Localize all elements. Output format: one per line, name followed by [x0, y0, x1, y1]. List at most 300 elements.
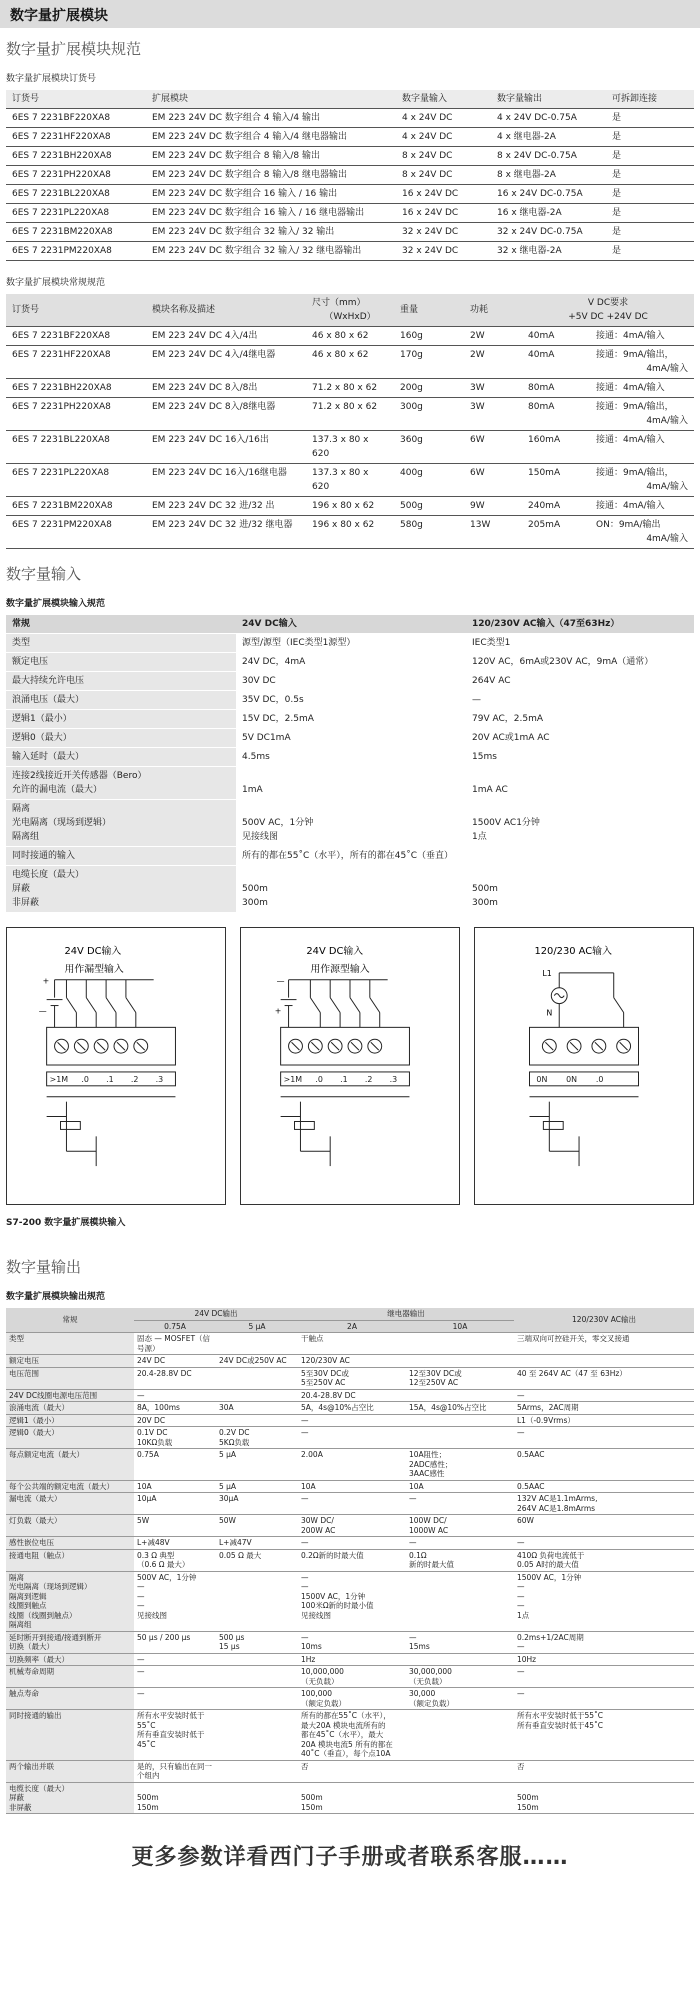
column-header: 24V DC输出 — [134, 1308, 298, 1320]
column-header — [522, 294, 694, 327]
cell-line: 接通：9mA/输出， — [596, 468, 674, 478]
table-cell — [134, 1414, 216, 1427]
minus-label: — — [38, 1006, 47, 1016]
table-cell — [406, 1537, 514, 1550]
cell-line — [517, 1784, 691, 1794]
table-cell — [406, 1515, 514, 1537]
table-cell — [6, 691, 236, 710]
cell-line: ON：9mA/输出 — [596, 520, 661, 530]
table-cell: 3W — [464, 398, 522, 431]
table-cell — [6, 847, 236, 866]
table-cell: 是 — [606, 185, 694, 204]
column-header: 可拆卸连接 — [606, 90, 694, 109]
diagram-caption: S7-200 数字量扩展模块输入 — [6, 1218, 126, 1228]
column-header: 功耗 — [464, 294, 522, 327]
minus-label: — — [276, 976, 285, 986]
cell-line: 最大持续允许电压 — [12, 676, 85, 686]
table-cell: 8 x 24V DC-0.75A — [491, 147, 606, 166]
column-header: 继电器输出 — [298, 1308, 514, 1320]
cell-line: 连接2线接近开关传感器（Bero） — [12, 771, 147, 781]
table-cell: 是 — [606, 128, 694, 147]
cell-line: 隔离 — [9, 1572, 24, 1582]
cell-line — [219, 1391, 295, 1401]
table-cell — [236, 847, 466, 866]
cell-line: 20V DC — [137, 1415, 166, 1425]
table-cell — [590, 379, 694, 398]
table-cell — [6, 710, 236, 729]
cell-line: 20.4-28.8V DC — [137, 1368, 192, 1378]
table-cell: 6ES 7 2231PM220XA8 — [6, 516, 146, 549]
table-cell — [466, 729, 694, 748]
table-row — [6, 185, 694, 204]
table-row — [6, 1666, 694, 1688]
table-cell — [6, 767, 236, 800]
column-header: 120/230V AC输出 — [514, 1308, 694, 1333]
table-row — [6, 1515, 694, 1537]
terminal-label: .0 — [81, 1074, 89, 1084]
table-row — [6, 729, 694, 748]
cell-line: 2.00A — [301, 1450, 323, 1459]
table-cell — [466, 672, 694, 691]
table-row — [6, 847, 694, 866]
table-row — [6, 1549, 694, 1571]
table-cell — [298, 1782, 406, 1814]
cell-line: 500m — [517, 1793, 539, 1802]
table-cell — [6, 1427, 134, 1449]
table-cell — [406, 1355, 514, 1368]
cell-line: — — [517, 1601, 525, 1610]
cell-line: 100米Ω新的时最小值 — [301, 1601, 374, 1610]
table-cell — [406, 1631, 514, 1653]
diagram-subtitle: 用作源型输入 — [310, 963, 370, 975]
table-cell — [236, 729, 466, 748]
cell-line: 264V AC — [472, 676, 511, 686]
table-row — [6, 1493, 694, 1515]
table-cell — [406, 1389, 514, 1402]
cell-line: 50 μs / 200 μs — [137, 1632, 191, 1642]
table-cell — [514, 1571, 694, 1631]
cell-line: 500m — [137, 1793, 159, 1802]
table-cell — [6, 866, 236, 913]
table-cell — [298, 1688, 406, 1710]
cell-line: 300m — [472, 898, 498, 908]
header-row — [6, 615, 694, 634]
cell-line: 是的，只有输出在同一个组内 — [137, 1761, 212, 1780]
cell-line: 15ms — [409, 1642, 430, 1651]
table-cell — [134, 1571, 216, 1631]
table-cell: 16 x 继电器-2A — [491, 204, 606, 223]
cell-line: L+减47V — [219, 1538, 252, 1547]
table-cell: 6ES 7 2231BH220XA8 — [6, 379, 146, 398]
cell-line: 79V AC，2.5mA — [472, 714, 543, 724]
cell-line: （额定负载） — [409, 1698, 454, 1708]
cell-line: 264V AC是1.8mArms — [517, 1503, 596, 1513]
table-cell — [466, 634, 694, 653]
table-cell — [514, 1688, 694, 1710]
table-cell: 32 x 24V DC — [396, 242, 491, 261]
cell-line — [242, 802, 460, 816]
cell-line: 10Hz — [517, 1654, 537, 1664]
column-header: 2A — [298, 1320, 406, 1333]
cell-line — [219, 1416, 295, 1426]
table-cell — [6, 1389, 134, 1402]
table-cell — [298, 1760, 406, 1782]
table-cell — [298, 1571, 406, 1631]
table-cell — [406, 1653, 514, 1666]
column-header: 数字量输出 — [491, 90, 606, 109]
table-cell — [216, 1355, 298, 1368]
table-row — [6, 634, 694, 653]
table-cell — [6, 1549, 134, 1571]
order-table — [6, 90, 694, 261]
table-cell — [298, 1666, 406, 1688]
table-cell — [134, 1760, 216, 1782]
cell-line: 所有水平安装时低于55˚C — [137, 1711, 205, 1730]
table-cell: EM 223 24V DC 4入/4出 — [146, 327, 306, 346]
general-table-caption: 数字量扩展模块常规规范 — [6, 278, 106, 288]
table-cell — [514, 1355, 694, 1368]
table-cell — [216, 1782, 298, 1814]
input-table-caption: 数字量扩展模块输入规范 — [6, 599, 106, 609]
table-cell — [216, 1631, 298, 1653]
table-cell — [406, 1666, 514, 1688]
table-cell — [466, 866, 694, 913]
table-cell — [590, 327, 694, 346]
cell-line: — — [301, 1582, 309, 1591]
table-cell: 40mA — [522, 346, 590, 379]
cell-line: 类型 — [12, 638, 31, 648]
cell-line — [409, 1391, 511, 1401]
table-cell: 205mA — [522, 516, 590, 549]
terminal-label: 0N — [536, 1074, 548, 1084]
column-header: 24V DC输入 — [236, 615, 466, 634]
cell-line: 5 μA — [219, 1481, 237, 1491]
wiring-diagrams — [6, 927, 694, 1205]
table-cell: 3W — [464, 379, 522, 398]
table-cell — [134, 1480, 216, 1493]
cell-line: 光电隔离（现场到逻辑） — [12, 818, 112, 828]
table-cell — [406, 1367, 514, 1389]
page-title: 数字量扩展模块 — [0, 0, 700, 28]
footer-note: 更多参数详看西门子手册或者联系客服…… — [131, 1845, 569, 1870]
table-row — [6, 1782, 694, 1814]
table-cell: EM 223 24V DC 数字组合 8 输入/8 继电器输出 — [146, 166, 396, 185]
cell-line: （额定负载） — [301, 1698, 346, 1708]
diagram-title: 120/230 AC输入 — [534, 946, 612, 958]
cell-line: 5V DC1mA — [242, 733, 291, 743]
cell-line: — — [517, 1642, 525, 1651]
table-cell — [590, 346, 694, 379]
terminal-label: 0N — [566, 1074, 578, 1084]
cell-line: 0.05 Ω 最大 — [219, 1550, 262, 1560]
table-row — [6, 1402, 694, 1415]
cell-line: 逻辑1（最小） — [9, 1415, 59, 1425]
cell-line: 接通电阻（触点） — [9, 1550, 69, 1560]
cell-line: 35V DC，0.5s — [242, 695, 304, 705]
table-cell — [590, 431, 694, 464]
table-cell — [514, 1537, 694, 1550]
column-header: 模块名称及描述 — [146, 294, 306, 327]
table-cell — [134, 1537, 216, 1550]
cell-line — [219, 1573, 295, 1583]
cell-line: 新的时最大值 — [409, 1560, 454, 1569]
cell-line: 12至250V AC — [409, 1378, 459, 1387]
cell-line: 感性嵌位电压 — [9, 1538, 54, 1547]
table-cell — [216, 1537, 298, 1550]
cell-line — [219, 1334, 295, 1344]
l1-label: L1 — [542, 968, 552, 978]
cell-line — [242, 868, 460, 882]
cell-line: 200W AC — [301, 1525, 336, 1535]
header-row — [6, 1308, 694, 1320]
cell-line: — — [517, 1689, 525, 1698]
cell-line: 每个公共端的额定电流（最大） — [9, 1481, 114, 1491]
table-cell: 6ES 7 2231PL220XA8 — [6, 204, 146, 223]
table-row — [6, 1367, 694, 1389]
cell-line: 干触点 — [301, 1334, 324, 1343]
cell-line: 20A 模块电流5 所有的都在 — [301, 1739, 393, 1749]
table-cell — [298, 1333, 406, 1355]
cell-line: IEC类型1 — [472, 638, 511, 648]
table-row — [6, 497, 694, 516]
sink-input-diagram — [6, 927, 226, 1205]
cell-line: （0.6 Ω 最大） — [137, 1560, 190, 1569]
column-header: 120/230V AC输入（47至63Hz） — [466, 615, 694, 634]
cell-line — [409, 1655, 511, 1665]
table-cell — [514, 1653, 694, 1666]
cell-line: 60W — [517, 1516, 534, 1525]
table-cell — [216, 1333, 298, 1355]
table-cell: 6ES 7 2231PH220XA8 — [6, 398, 146, 431]
cell-line: 切换频率（最大） — [9, 1654, 69, 1664]
cell-line: 0.2ms+1/2AC周期 — [517, 1632, 584, 1642]
table-cell — [134, 1653, 216, 1666]
header-row — [6, 294, 694, 327]
column-header: 10A — [406, 1320, 514, 1333]
terminal-label: >1M — [283, 1074, 303, 1084]
table-cell: 16 x 24V DC — [396, 204, 491, 223]
cell-line: 电缆长度（最大） — [9, 1783, 69, 1793]
diagram-title: 24V DC输入 — [64, 946, 122, 958]
column-header: 0.75A — [134, 1320, 216, 1333]
table-row — [6, 204, 694, 223]
cell-line: 尺寸（mm） — [312, 298, 366, 308]
table-cell: 是 — [606, 109, 694, 128]
cell-line: 20V AC或1mA AC — [472, 733, 550, 743]
table-cell — [514, 1760, 694, 1782]
cell-line — [517, 1356, 691, 1366]
table-cell — [216, 1760, 298, 1782]
cell-line: 1mA AC — [472, 785, 508, 795]
order-table-caption: 数字量扩展模块订货号 — [6, 74, 97, 84]
cell-line: 12至30V DC或 — [409, 1368, 462, 1378]
table-cell — [466, 800, 694, 847]
general-table — [6, 294, 694, 549]
cell-line: 漏电流（最大） — [9, 1494, 62, 1503]
cell-line: 1点 — [517, 1610, 530, 1620]
terminal-label: .3 — [155, 1074, 164, 1084]
table-cell: EM 223 24V DC 数字组合 32 输入/ 32 继电器输出 — [146, 242, 396, 261]
table-row — [6, 1355, 694, 1368]
table-cell — [216, 1427, 298, 1449]
table-cell — [406, 1571, 514, 1631]
cell-line: — — [517, 1390, 525, 1400]
cell-line: 5Arms，2AC周期 — [517, 1403, 579, 1412]
cell-line — [472, 849, 688, 863]
table-cell: 170g — [394, 346, 464, 379]
cell-line: 500m — [301, 1793, 323, 1802]
cell-line: 30A — [219, 1403, 234, 1412]
table-cell — [514, 1666, 694, 1688]
table-cell: 6ES 7 2231PL220XA8 — [6, 464, 146, 497]
table-cell: 80mA — [522, 379, 590, 398]
table-cell — [6, 800, 236, 847]
table-cell — [216, 1367, 298, 1389]
cell-line: V DC要求 — [587, 298, 629, 308]
table-cell: 360g — [394, 431, 464, 464]
cell-line: 电缆长度（最大） — [12, 870, 85, 880]
table-cell — [298, 1515, 406, 1537]
table-cell: 240mA — [522, 497, 590, 516]
cell-line: 浪涌电压（最大） — [12, 695, 85, 705]
table-cell: 16 x 24V DC-0.75A — [491, 185, 606, 204]
table-cell — [236, 748, 466, 767]
cell-line: 所有垂直安装时低于45˚C — [137, 1730, 205, 1749]
cell-line: 300m — [242, 898, 268, 908]
table-row — [6, 1333, 694, 1355]
cell-line: 0.2V DC — [219, 1428, 250, 1437]
cell-line — [409, 1334, 511, 1344]
cell-line: 132V AC是1.1mArms, — [517, 1494, 598, 1503]
cell-line: 0.2Ω新的时最大值 — [301, 1550, 364, 1560]
table-cell: 是 — [606, 147, 694, 166]
table-cell: EM 223 24V DC 32 进/32 继电器 — [146, 516, 306, 549]
column-header: 常规 — [6, 1308, 134, 1333]
cell-line: — — [137, 1390, 145, 1400]
cell-line: 10A — [409, 1481, 424, 1491]
table-cell — [466, 767, 694, 800]
cell-line: 24V DC线圈电源电压范围 — [9, 1390, 98, 1400]
cell-line: — — [409, 1538, 417, 1547]
cell-line: — — [301, 1494, 309, 1503]
table-row — [6, 166, 694, 185]
cell-line: 所有的都在55˚C（水平）， — [301, 1711, 391, 1720]
column-header: 扩展模块 — [146, 90, 396, 109]
cell-line: 30V DC — [242, 676, 276, 686]
terminal-label: .0 — [595, 1074, 604, 1084]
cell-line: 1000W AC — [409, 1525, 449, 1535]
cell-line: 410Ω 负荷电流低于 — [517, 1550, 585, 1560]
table-row — [6, 653, 694, 672]
table-cell — [514, 1333, 694, 1355]
cell-line — [409, 1762, 511, 1772]
table-cell — [406, 1414, 514, 1427]
cell-line: 5 μA — [219, 1450, 237, 1459]
cell-line — [219, 1689, 295, 1699]
table-cell — [236, 800, 466, 847]
source-input-diagram — [240, 927, 460, 1205]
table-row — [6, 1760, 694, 1782]
table-cell — [134, 1449, 216, 1481]
table-row — [6, 866, 694, 913]
table-cell — [6, 1631, 134, 1653]
cell-line: 24V DC，4mA — [242, 657, 306, 667]
ac-input-diagram — [474, 927, 694, 1205]
table-cell: 32 x 继电器-2A — [491, 242, 606, 261]
table-cell: 300g — [394, 398, 464, 431]
cell-line: 5W — [137, 1516, 150, 1525]
table-cell — [6, 1515, 134, 1537]
table-cell — [298, 1480, 406, 1493]
table-cell — [6, 634, 236, 653]
cell-line: 1500V AC，1分钟 — [517, 1572, 582, 1582]
table-cell — [590, 516, 694, 549]
cell-line: 500V AC，1分钟 — [137, 1572, 197, 1582]
cell-line: 0.05 A时的最大值 — [517, 1560, 579, 1569]
table-cell: 6ES 7 2231BM220XA8 — [6, 223, 146, 242]
cell-line: 屏蔽 — [9, 1793, 24, 1802]
table-cell — [216, 1666, 298, 1688]
table-cell — [6, 1367, 134, 1389]
table-cell — [406, 1549, 514, 1571]
cell-line: 最大20A 模块电流所有的 — [301, 1720, 386, 1730]
cell-line — [409, 1711, 511, 1721]
cell-line: — — [137, 1689, 145, 1698]
cell-line — [219, 1667, 295, 1677]
column-header — [306, 294, 394, 327]
table-cell — [6, 1782, 134, 1814]
table-cell: EM 223 24V DC 数字组合 16 输入 / 16 输出 — [146, 185, 396, 204]
table-row — [6, 242, 694, 261]
cell-line: 4mA/输入 — [646, 534, 688, 544]
table-cell: 6W — [464, 431, 522, 464]
table-cell — [216, 1571, 298, 1631]
table-cell: 2W — [464, 346, 522, 379]
cell-line: 逻辑1（最小） — [12, 714, 72, 724]
spec-heading: 数字量扩展模块规范 — [6, 40, 142, 58]
table-row — [6, 1480, 694, 1493]
cell-line: 见接线图 — [137, 1610, 167, 1620]
table-cell — [6, 1355, 134, 1368]
cell-line: 见接线图 — [242, 832, 279, 842]
table-cell: 6ES 7 2231BL220XA8 — [6, 185, 146, 204]
table-cell — [216, 1480, 298, 1493]
table-row — [6, 710, 694, 729]
table-cell — [466, 710, 694, 729]
table-row — [6, 1710, 694, 1761]
terminal-label: .2 — [364, 1074, 373, 1084]
cell-line: 接通：4mA/输入 — [596, 383, 665, 393]
terminal-label: .1 — [340, 1074, 348, 1084]
table-row — [6, 128, 694, 147]
cell-line — [219, 1369, 295, 1379]
table-cell — [6, 729, 236, 748]
terminal-label: .2 — [130, 1074, 139, 1084]
cell-line: 15 μs — [219, 1642, 240, 1651]
table-cell — [514, 1631, 694, 1653]
terminal-label: .3 — [389, 1074, 398, 1084]
cell-line: 30,000 — [409, 1689, 436, 1698]
table-cell — [134, 1710, 216, 1761]
cell-line: 电压范围 — [9, 1368, 39, 1378]
table-cell — [406, 1402, 514, 1415]
cell-line: 4mA/输入 — [646, 416, 688, 426]
cell-line: 10A — [137, 1481, 152, 1491]
table-cell — [216, 1515, 298, 1537]
column-header: 订货号 — [6, 294, 146, 327]
cell-line: 120/230V AC — [301, 1356, 350, 1365]
table-cell — [134, 1631, 216, 1653]
